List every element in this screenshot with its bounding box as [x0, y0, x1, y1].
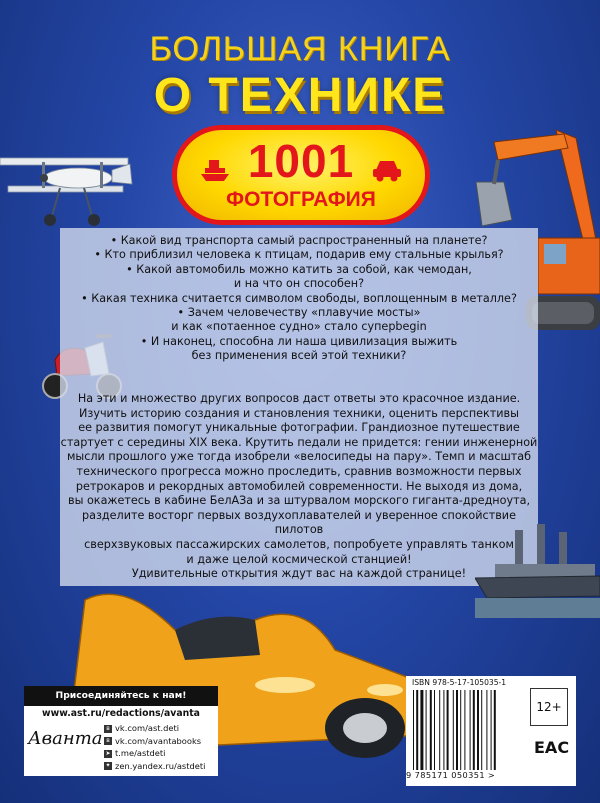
age-rating-badge: 12+ [530, 688, 568, 726]
list-item: • Какой вид транспорта самый распространенный на планете? [110, 234, 488, 247]
eac-mark: ЕАС [534, 738, 570, 757]
social-link-text: vk.com/avantabooks [115, 735, 202, 746]
social-link[interactable] [104, 747, 205, 760]
social-link-text: zen.yandex.ru/astdeti [115, 760, 206, 771]
title-line-2: О ТЕХНИКЕ [153, 69, 447, 122]
social-link[interactable] [104, 760, 205, 773]
badge-word: ФОТОГРАФИЯ [226, 188, 376, 211]
description-line: и даже целой космической станцией! [186, 552, 412, 566]
description-line: ее развития помогут уникальные фотографии. Грандиозное путешествие [78, 421, 520, 435]
join-banner: Присоединяйтесь к нам! [24, 686, 218, 706]
description-text [60, 392, 538, 582]
list-item: • Какая техника считается символом свободы, воплощенным в металле? [81, 291, 517, 305]
isbn-box [406, 676, 576, 786]
zen-icon: ✦ [105, 762, 111, 770]
description-line: технического прогресса можно проследить, сравнив возможности первых [76, 464, 522, 478]
isbn-label: ISBN 978-5-17-105035-1 [412, 678, 507, 687]
biplane-illustration [0, 128, 135, 238]
battleship-illustration [475, 518, 600, 618]
list-item: • Кто приблизил человека к птицам, подарив ему стальные крылья? [94, 248, 504, 262]
description-line: стартует с середины XIX века. Крутить педали не придется: гении инженерной [60, 435, 538, 449]
questions-list [60, 234, 538, 364]
list-item: • И наконец, способна ли наша цивилизация выжить [140, 334, 458, 348]
social-links [104, 722, 205, 772]
publisher-ad-box [24, 686, 218, 776]
list-item: и как «потаенное судно» стало суперbegin [171, 320, 427, 334]
isbn-digits: 9 785171 050351 > [406, 770, 496, 780]
description-line: разделите восторг первых воздухоплавателей и уверенное спокойствие пилотов [82, 508, 516, 537]
description-line: ретрокаров и рекордных автомобилей современности. Не выходя из дома, [75, 479, 523, 493]
telegram-icon: ➤ [105, 749, 111, 757]
barcode [412, 690, 514, 770]
list-item: • Зачем человечеству «плавучие мосты» [177, 306, 421, 320]
car-icon [371, 156, 403, 184]
photo-count-badge [172, 125, 430, 225]
social-link-text: vk.com/ast.deti [115, 723, 180, 733]
description-line: сверхзвуковых пассажирских самолетов, попробуете управлять танком [84, 537, 514, 551]
vk-icon: в [104, 725, 112, 733]
vk-icon: в [104, 737, 112, 745]
list-item: без применения всей этой техники? [191, 349, 407, 363]
description-line: Изучить историю создания и становления техники, оценить перспективы [79, 406, 519, 420]
description-line: На эти и множество других вопросов даст ответы это красочное издание. [77, 392, 521, 405]
badge-number: 1001 [247, 135, 355, 187]
social-link[interactable] [104, 735, 205, 748]
list-item: и на что он способен? [233, 277, 365, 291]
list-item: • Какой автомобиль можно катить за собой, как чемодан, [126, 262, 472, 276]
description-line: Удивительные открытия ждут вас на каждой странице! [131, 567, 467, 581]
title-line-1: БОЛЬШАЯ КНИГА [149, 30, 451, 68]
social-link-text: t.me/astdeti [115, 748, 166, 759]
description-line: вы окажетесь в кабине БелАЗа и за штурвалом морского гиганта-дредноута, [67, 494, 531, 508]
social-link[interactable] [104, 722, 205, 735]
description-line: мысли прошлого уже тогда изобрели «велосипеды на пару». Темп и масштаб [66, 450, 532, 464]
publisher-logo: Аванта [28, 728, 103, 749]
publisher-url[interactable]: www.ast.ru/redactions/avanta [42, 708, 200, 719]
